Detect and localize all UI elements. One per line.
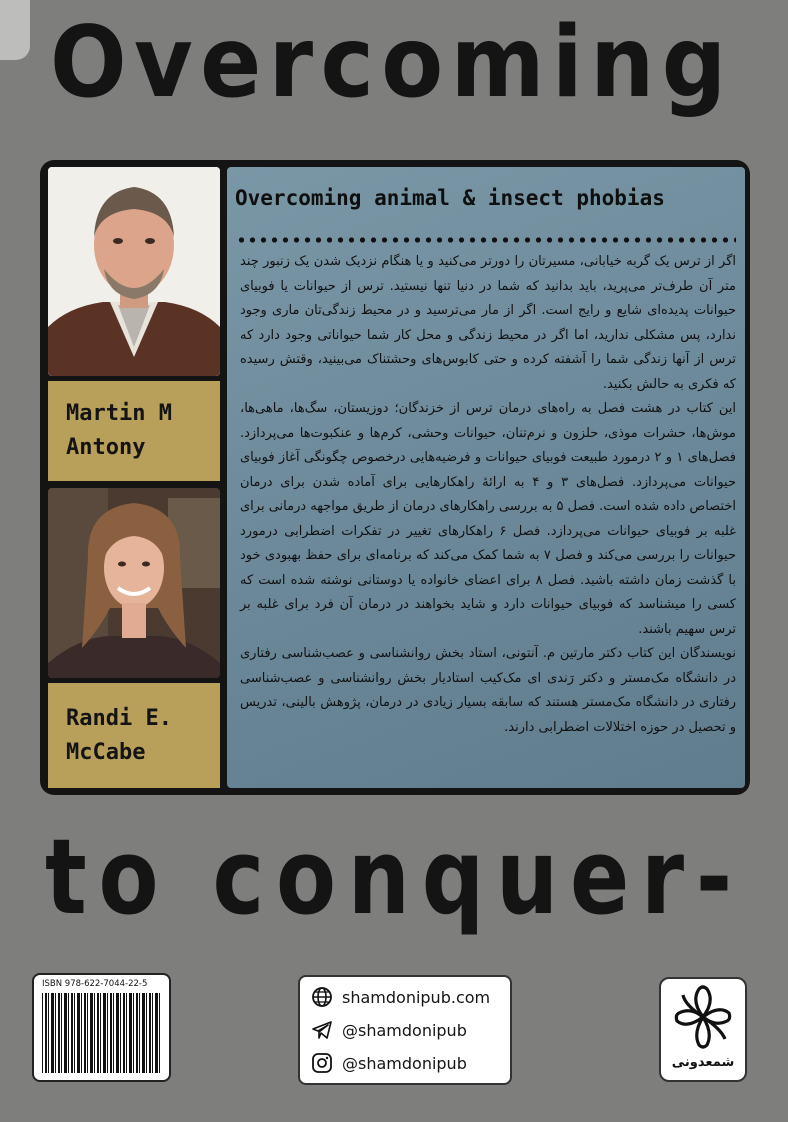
barcode-icon xyxy=(42,993,161,1073)
contact-instagram[interactable] xyxy=(310,1048,467,1078)
description-paragraph-1: اگر از ترس یک گربه خیابانی، مسیرتان را دورتر می‌کنید و یا هنگام نزدیک شدن یک زنبور چند متر آن طرف‌تر می‌پرید، باید بدانید که شما در دنیا تنها نیستید. ترس از حیوانات یا فوبیای حیوانات پدیده‌ای شایع و رایج است. اگر از مار می‌ترسید و در محیط زندگی‌تان ماری وجود ندارد، پس مشکلی ندارید، اما اگر در محیط زندگی و محل کار شما حیواناتی وجود دارد که ترس از آنها زندگی شما را آشفته کرده و حتی کابوس‌های وحشتناک می‌بینید، وقتش رسیده که فکری به حالش بکنید. xyxy=(240,254,736,392)
telegram-text: @shamdonipub xyxy=(342,1020,467,1040)
dotted-divider xyxy=(236,236,736,244)
cover-top-title: Overcoming xyxy=(50,6,734,120)
description-paragraph-2: این کتاب در هشت فصل به راه‌های درمان ترس از خزندگان؛ دوزیستان، سگ‌ها، ماهی‌ها، موش‌ها، حشرات موذی، حلزون و نرم‌تنان، حیوانات وحشی، کرم‌ها و عنکبوت‌ها می‌پردازد. فصل‌های ۱ و ۲ درمورد طبیعت فوبیای حیوانات و فرضیه‌هایی درخصوص چگونگی آغاز فوبیای حیوانات می‌پردازد. فصل‌های ۳ و ۴ به ارائهٔ راهکارهایی برای آماده شدن برای درمان اختصاص داده شده است. فصل ۵ به بررسی راهکارهای درمان از طریق مواجهه درمانی برای غلبه بر فوبیای حیوانات می‌پردازد. فصل ۶ راهکارهای تغییر در تفکرات اضطرابی درمورد حیوانات را بررسی می‌کند و فصل ۷ به شما کمک می‌کند که برنامه‌ای برای حفظ بهبودی خود با گذشت زمان داشته باشید. فصل ۸ برای اعضای خانواده یا دوستانی نوشته شده است که کسی را میشناسد که فوبیای حیوانات دارد و شاید بخواهند در درمان آن فرد برای غلبه بر ترس سهیم باشند. xyxy=(240,401,737,637)
panel-heading: Overcoming animal & insect phobias xyxy=(235,186,665,210)
globe-icon xyxy=(310,985,334,1009)
author-portrait-2 xyxy=(48,488,220,678)
author-portrait-1 xyxy=(48,167,220,376)
instagram-text: @shamdonipub xyxy=(342,1053,467,1073)
flower-logo-icon xyxy=(661,979,745,1055)
author-photo-randi-mccabe xyxy=(48,488,220,678)
contact-box xyxy=(298,975,512,1085)
description-paragraph-3: نویسندگان این کتاب دکتر مارتین م. آنتونی، استاد بخش روانشناسی و عصب‌شناسی رفتاری در دانشگاه مک‌مستر و دکتر رَندی ای مک‌کیب استادیار بخش روانشناسی و عصب‌شناسی رفتاری در دانشگاه مک‌مستر هستند که سابقه بسیار زیادی در درمان، پژوهش بالینی، تدریس و تحصیل در حوزه اختلالات اضطرابی دارند. xyxy=(240,646,736,735)
website-text: shamdonipub.com xyxy=(342,987,491,1007)
book-description xyxy=(240,250,736,740)
contact-telegram[interactable] xyxy=(310,1015,467,1045)
author-name-2: Randi E. McCabe xyxy=(66,705,172,765)
contact-website[interactable] xyxy=(310,982,490,1012)
barcode-box xyxy=(32,973,171,1082)
author-name-plate-1 xyxy=(48,381,220,481)
instagram-icon xyxy=(310,1051,334,1075)
publisher-name: شمعدونی xyxy=(671,1055,735,1070)
telegram-icon xyxy=(310,1018,334,1042)
publisher-logo-box xyxy=(659,977,747,1082)
back-cover-notch xyxy=(0,0,30,60)
isbn-number: ISBN 978-622-7044-22-5 xyxy=(42,979,148,989)
cover-bottom-title: to conquer- xyxy=(45,816,744,938)
author-photo-martin-antony xyxy=(48,167,220,376)
author-name-plate-2 xyxy=(48,683,220,788)
author-name-1: Martin M Antony xyxy=(66,401,172,460)
